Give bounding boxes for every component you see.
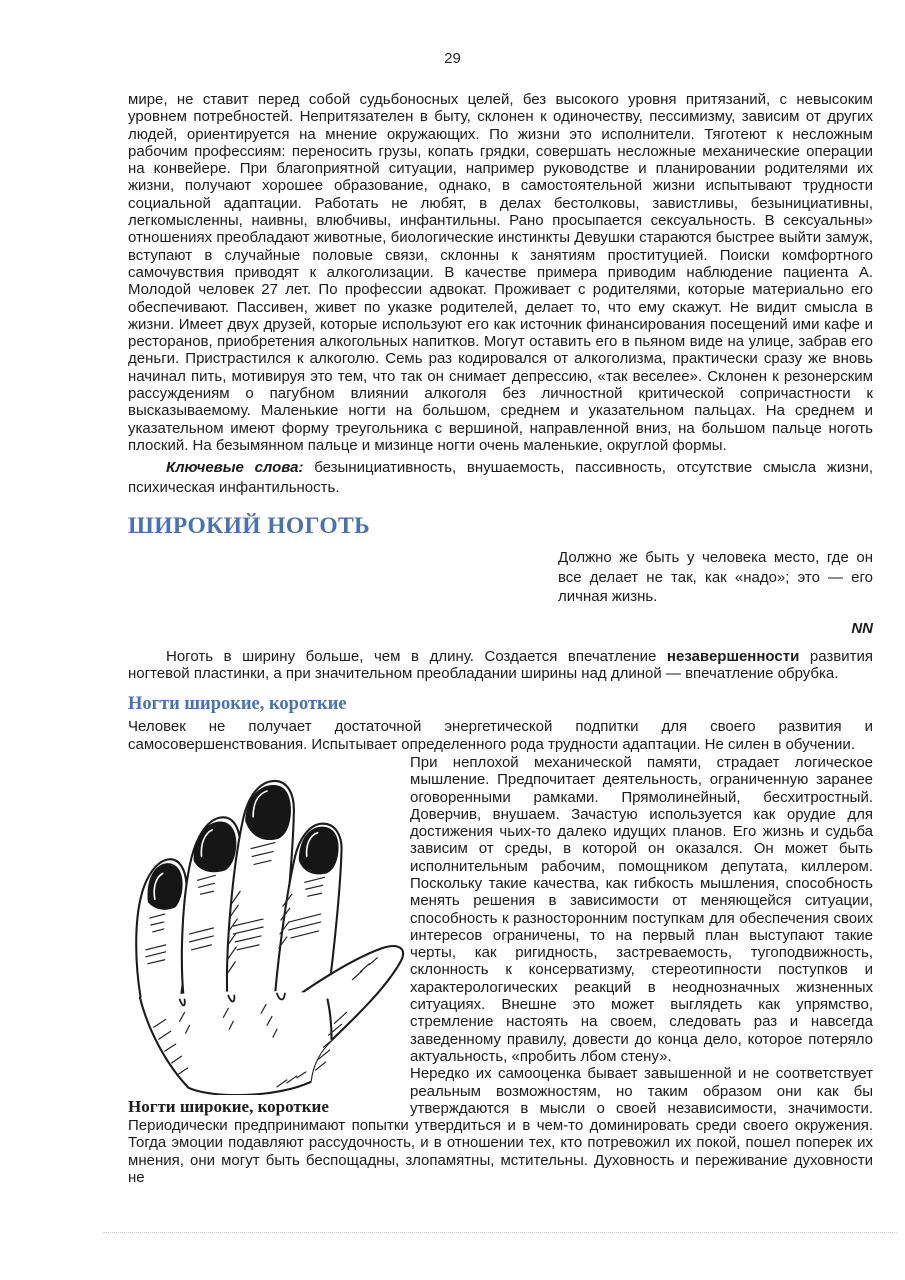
figure-caption: Ногти широкие, короткие xyxy=(128,1096,329,1116)
subsection-title: Ногти широкие, короткие xyxy=(128,694,347,715)
epigraph-text: Должно же быть у человека место, где он все делает не так, как «надо»; это — его личная жизнь. xyxy=(558,549,873,606)
keywords-text: безынициативность, внушаемость, пассивность, отсутствие смысла жизни, психическая инфантильность. xyxy=(128,459,874,496)
subsection-paragraph-2: При неплохой механической памяти, страдает логическое мышление. Предпочитает деятельность, ограниченную заранее оговоренными рамками. Прямолинейный, бесхитростный. Доверчив, внушаем. Зачастую используется как орудие для достижения чьих-то далеко идущих планов. Его жизнь и судьба зависим от среды, в которой он оказался. Он может быть исполнительным рабочим, помощником депутата, киллером. Поскольку такие качества, как гибкость мышления, способность менять решения в зависимости от меняющейся ситуации, способность к разносторонним поступкам для обеспечения своих интересов ограничены, то на первый план выступают такие черты, как ригидность, застреваемость, тугоподвижность, склонность к консерватизму, стереотипности поступков и характерологических реакций в неоднозначных жизненных ситуациях. Внешне это может выглядеть как упрямство, стремление настоять на своем, следовать раз и навсегда заведенному правилу, довести до конца дело, которое потеряло актуальность, «пробить лбом стену». xyxy=(410,753,873,1065)
figure-text-flow xyxy=(128,754,873,1186)
page-number: 29 xyxy=(444,50,461,67)
intro-paragraph xyxy=(128,648,873,683)
continued-paragraph: мире, не ставит перед собой судьбоносных целей, без высокого уровня притязаний, с невысоким уровнем потребностей. Непритязателен в быту, склонен к одиночеству, пессимизму, зависим от других людей, ориентируется на мнение окружающих. По жизни это исполнители. Тяготеют к несложным рабочим профессиям: переносить грузы, копать грядки, совершать несложные механические операции на конвейере. При благоприятной ситуации, например руководстве и планировании родителями их жизни, получают хорошее образование, однако, в самостоятельной жизни испытывают трудности социальной адаптации. Работать не любят, в делах бестолковы, завистливы, безынициативны, легкомысленны, наивны, влюбчивы, инфантильны. Рано просыпается сексуальность. В сексуальны» отношениях преобладают животные, биологические инстинкты Девушки стараются быстрее выйти замуж, вступают в случайные половые связи, склонны к занятиям проституцией. Поиски комфортного самочувствия приводят к алкоголизации. В качестве примера приводим наблюдение пациента А. Молодой человек 27 лет. По профессии адвокат. Проживает с родителями, которые материально его обеспечивают. Пассивен, живет по указке родителей, делает то, что ему скажут. Не видит смысла в жизни. Имеет двух друзей, которые используют его как источник финансирования посещений ими кафе и ресторанов, приобретения алкогольных напитков. Могут оставить его в пьяном виде на улице, забрав его деньги. Пристрастился к алкоголю. Семь раз кодировался от алкоголизма, практически сразу же вновь начинал пить, мотивируя это тем, что так он снимает депрессию, «так веселее». Склонен к резонерским рассуждениям о пагубном влиянии алкоголя без личностной критической сопричастности к высказываемому. Маленькие ногти на большом, среднем и указательном пальцах. На среднем и указательном имеют форму треугольника с вершиной, направленной вниз, на большом пальце ноготь плоский. На безымянном пальце и мизинце ногти очень маленькие, округлой формы. xyxy=(128,91,873,454)
subsection-paragraph-1: Человек не получает достаточной энергетической подпитки для своего развития и самосовершенствования. Испытывает определенного рода трудности адаптации. Не силен в обучении. xyxy=(128,718,873,753)
intro-text-1: Ноготь в ширину больше, чем в длину. Создается впечатление xyxy=(166,647,667,665)
intro-text-2: развития ногтевой пластинки, а при значительном преобладании ширины над длиной — впечатление обрубка. xyxy=(128,647,873,683)
page-content xyxy=(128,91,873,1186)
intro-emphasis: незавершенности xyxy=(666,647,800,665)
keywords-paragraph xyxy=(128,458,873,497)
epigraph-attribution: NN xyxy=(851,619,873,637)
scan-artifact-line xyxy=(103,1232,897,1233)
section-title: ШИРОКИЙ НОГОТЬ xyxy=(128,513,371,540)
subsection-paragraph-3: Нередко их самооценка бывает завышенной и не соответствует реальным возможностям, но таким образом они как бы утверждаются в мысли о своей независимости, значимости. Периодически предпринимают попытки утвердиться и в чем-то доминировать среди своего окружения. Тогда эмоции подавляют рассудочность, и в отношении тех, кто потревожил их покой, пошел поперек их мнения, они могут быть беспощадны, злопамятны, мстительны. Духовность и переживание духовности не xyxy=(128,1065,873,1187)
hand-figure xyxy=(128,757,410,1117)
epigraph-block xyxy=(558,548,873,637)
keywords-label: Ключевые слова: xyxy=(166,459,304,477)
hand-illustration xyxy=(128,757,410,1095)
